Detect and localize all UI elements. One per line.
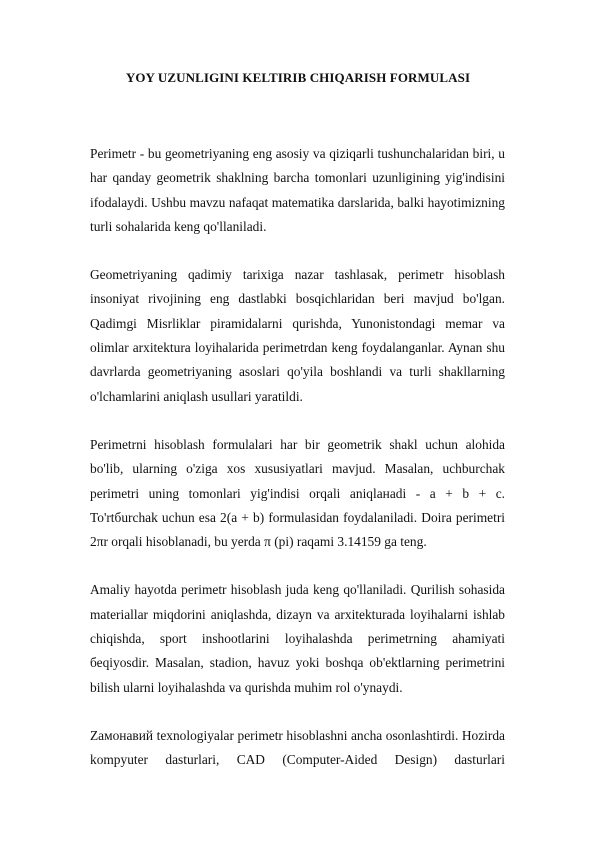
- paragraph-1: Perimetr - bu geometriyaning eng asosiy va qiziqarli tushunchalaridan biri, u har qanday geometrik shaklning barcha tomonlari uzunligining yig'indisini ifodalaydi. Ushbu mavzu nafaqat matematika darslarida, balki hayotimizning turli sohalarida keng qo'llaniladi.: [90, 146, 505, 234]
- paragraph-3: Perimetrni hisoblash formulalari har bir geometrik shakl uchun alohida bo'lib, ularning o'ziga xos xususiyatlari mavjud. Masalan, uchburchak perimetri uning tomonlari yig'indisi orqali aniqlaнadi - a + b + c. To'rtбurchak uchun esa 2(a + b) formulasidan foydalaniladi. Doira perimetri 2πr orqali hisoblanadi, bu yerda π (pi) raqami 3.14159 ga teng.: [90, 436, 505, 550]
- paragraph-2: Geometriyaning qadimiy tarixiga nazar tashlasak, perimetr hisoblash insoniyat rivojining eng dastlabki bosqichlaridan beri mavjud bo'lgan. Qadimgi Misrliklar piramidalarni qurishda, Yunonistondagi memar va olimlar arxitektura loyihalarida perimetrdan keng foydalanganlar. Aynan shu davrlarda geometriyaning asoslari qo'yila boshlandi va turli shakllarning o'lchamlarini aniqlash usullari yaratildi.: [90, 267, 505, 404]
- paragraph-4: Amaliy hayotda perimetr hisoblash juda keng qo'llaniladi. Qurilish sohasida materiallar miqdorini aniqlashda, dizayn va arxitekturada loyihalarni ishlab chiqishda, sport inshootlarini loyihalashda perimetrning ahamiyati беqiyosdir. Masalan, stadion, havuz yoki boshqa ob'ektlarning perimetrini bilish ularni loyihalashda va qurishda muhim rol o'ynaydi.: [90, 582, 505, 695]
- document-body: [90, 142, 505, 797]
- document-title: YOY UZUNLIGINI KELTIRIB CHIQARISH FORMULASI: [125, 70, 471, 85]
- paragraph-5: Zамонавий texnologiyalar perimetr hisoblashni ancha osonlashtirdi. Hozirda kompyuter dasturlari, CAD (Computer-Aided Design) dasturlari: [90, 727, 505, 768]
